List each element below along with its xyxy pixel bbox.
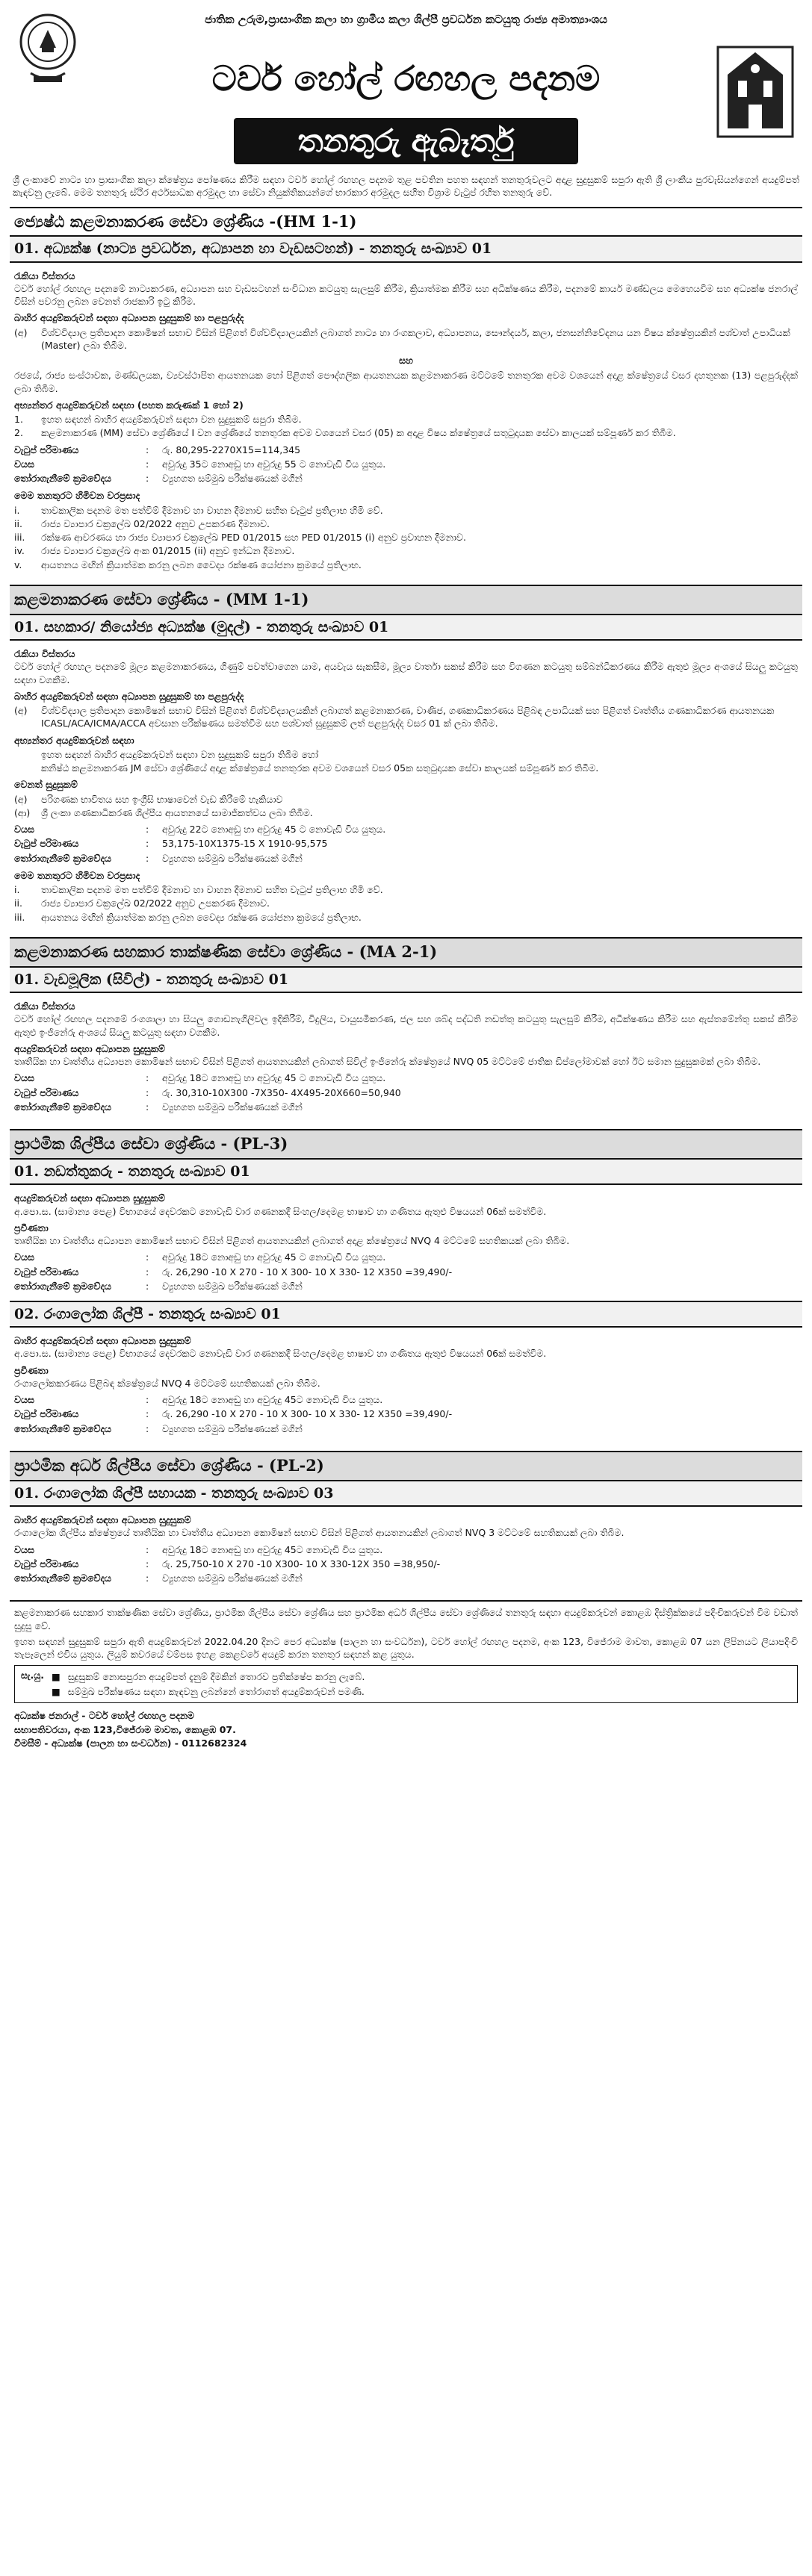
detail-key: තෝරාගැනීමේ ක්‍රමවේදය bbox=[14, 852, 112, 864]
header bbox=[10, 6, 802, 173]
details-row bbox=[14, 1407, 456, 1421]
item-marker: 2. bbox=[14, 427, 23, 439]
item-marker: (අ) bbox=[14, 793, 28, 805]
qualification-item bbox=[14, 748, 798, 761]
details-table bbox=[14, 1393, 456, 1436]
signature-line: සභාපතිවරයා, අංක 123,විජේරාම මාවත, කොළඹ 07. bbox=[14, 1723, 236, 1735]
detail-key: වයස bbox=[14, 1072, 34, 1084]
details-row bbox=[14, 1265, 456, 1279]
item-marker: (අ) bbox=[14, 326, 28, 338]
conditions-heading: මෙම තනතුරට හිමිවන වරප්‍රසාද bbox=[14, 869, 140, 881]
block-paragraph: තෘතීයික හා වෘත්තීය අධ්‍යාපන කොමිෂන් සභාව විසින් පිළිගත් ආයතනයකින් ලබාගත් සිවිල් ඉංජිනේරු ක්ෂේත්‍රයේ NVQ 05 මට්ටමේ ජාතික ඩිප්ලෝමාවක් හෝ ඊට සමාන සුදුසුකමක් ලබා තිබීම. bbox=[14, 1056, 761, 1068]
detail-key: වැටුප් පරිමාණය bbox=[14, 1558, 79, 1569]
item-marker: i. bbox=[14, 884, 20, 896]
detail-colon: : bbox=[146, 1280, 149, 1292]
section-title: ජ්‍යෙෂ්ඨ කළමනාකරණ සේවා ශ්‍රේණිය -(HM 1-1) bbox=[10, 207, 802, 236]
block-paragraph: රංගාලෝක ශිල්පීය ක්ෂේත්‍රයේ තෘතීයික හා වෘත්තීය අධ්‍යාපන කොමිෂන් සභාව විසින් පිළිගත් ආයතනයකින් ලබාගත් NVQ 3 මට්ටමේ සහතිකයක් ලබා තිබීම. bbox=[14, 1527, 625, 1539]
footer bbox=[10, 1600, 802, 1751]
conditions-list bbox=[14, 883, 798, 924]
block-heading: අයදුම්කරුවන් සඳහා අධ්‍යාපන සුදුසුකම් bbox=[14, 1192, 165, 1204]
post-title: 01. අධ්‍යක්ෂ (නාට්‍ය ප්‍රවර්ධන, අධ්‍යාපන හා වැඩසටහන්) - තනතුරු සංඛ්‍යාව 01 bbox=[10, 235, 802, 262]
detail-value: රු. 26,290 -10 X 270 - 10 X 300- 10 X 330- 12 X350 =39,490/- bbox=[162, 1408, 453, 1420]
organization-title: ටවර් හෝල් රඟහල පදනම bbox=[211, 58, 601, 99]
detail-colon: : bbox=[146, 473, 149, 485]
detail-value: ව්‍යුහගත සම්මුඛ පරීක්ෂණයක් මගින් bbox=[162, 473, 303, 485]
detail-value: රු. 26,290 -10 X 270 - 10 X 300- 10 X 330- 12 X350 =39,490/- bbox=[162, 1266, 453, 1278]
detail-key: වයස bbox=[14, 1543, 34, 1555]
detail-value: ව්‍යුහගත සම්මුඛ පරීක්ෂණයක් මගින් bbox=[162, 1101, 303, 1113]
block-heading: වෙනත් සුදුසුකම් bbox=[14, 779, 78, 791]
details-row bbox=[14, 1086, 406, 1100]
detail-colon: : bbox=[146, 1072, 149, 1084]
qualification-item bbox=[14, 704, 798, 730]
detail-colon: : bbox=[146, 852, 149, 864]
detail-colon: : bbox=[146, 1101, 149, 1113]
detail-value: අවුරුදු 18ට නොඅඩු හා අවුරුදු 45 ට නොවැඩි විය යුතුය. bbox=[162, 1251, 386, 1263]
item-text: ඉහත සඳහන් බාහිර අයදුම්කරුවන් සඳහා වන සුදුසුකම් සපුරා තිබීම හෝ bbox=[41, 748, 319, 760]
post-body bbox=[10, 1328, 802, 1443]
section-title: ප්‍රාථමික ශිල්පීය සේවා ශ්‍රේණිය - (PL-3) bbox=[10, 1129, 802, 1158]
detail-value: අවුරුදු 18ට නොඅඩු හා අවුරුදු 45ට නොවැඩි විය යුතුය. bbox=[162, 1543, 383, 1555]
detail-colon: : bbox=[146, 1086, 149, 1098]
details-table bbox=[14, 443, 390, 486]
condition-item bbox=[14, 911, 798, 924]
detail-value: අවුරුදු 18ට නොඅඩු හා අවුරුදු 45ට නොවැඩි විය යුතුය. bbox=[162, 1394, 383, 1406]
detail-key: වැටුප් පරිමාණය bbox=[14, 838, 79, 850]
signature-block bbox=[14, 1709, 798, 1751]
detail-value: රු. 30,310-10X300 -7X350- 4X495-20X660=50,940 bbox=[162, 1086, 401, 1098]
block-heading: බාහිර අයදුම්කරුවන් සඳහා අධ්‍යාපන සුදුසුකම් හා පළපුරුද්ද bbox=[14, 690, 244, 702]
ministry-name: ජාතික උරුම,ප්‍රාසාංගික කලා හා ග්‍රාමීය කලා ශිල්පී ප්‍රවර්ධන කටයුතු රාජ්‍ය අමාත්‍යාංශය bbox=[205, 13, 607, 26]
item-text: රාජ්‍ය ව්‍යාපාර චක්‍රලේඛ 02/2022 අනුව උපකරණ දීමනාව. bbox=[41, 517, 270, 529]
block-heading: ප්‍රවීණතා bbox=[14, 1364, 49, 1376]
detail-value: ව්‍යුහගත සම්මුඛ පරීක්ෂණයක් මගින් bbox=[162, 852, 303, 864]
detail-value: ව්‍යුහගත සම්මුඛ පරීක්ෂණයක් මගින් bbox=[162, 1280, 303, 1292]
details-row bbox=[14, 1543, 444, 1557]
condition-item bbox=[14, 883, 798, 896]
detail-colon: : bbox=[146, 824, 149, 836]
item-text: රාජ්‍ය ව්‍යාපාර චක්‍රලේඛ 02/2022 අනුව උපකරණ දීමනාව. bbox=[41, 897, 270, 909]
qualification-list bbox=[14, 748, 798, 775]
block-heading: අයදුම්කරුවන් සඳහා අධ්‍යාපන සුදුසුකම් bbox=[14, 1042, 165, 1054]
details-row bbox=[14, 1557, 444, 1571]
item-text: කළමනාකරණ (MM) සේවා ශ්‍රේණියේ I වන ශ්‍රේණියේ තනතුරක අවම වශයෙන් වසර (05) ක අදාළ විෂය ක්ෂේත්‍රයේ සතුටුදායක සේවා කාලයක් සම්පූර්ණ කර තිබීම. bbox=[41, 427, 676, 439]
detail-value: රු. 25,750-10 X 270 -10 X300- 10 X 330-12X 350 =38,950/- bbox=[162, 1558, 441, 1569]
qualification-item bbox=[14, 426, 798, 439]
details-row bbox=[14, 822, 390, 836]
detail-key: තෝරාගැනීමේ ක්‍රමවේදය bbox=[14, 1572, 112, 1584]
details-row bbox=[14, 1279, 456, 1293]
detail-key: තෝරාගැනීමේ ක්‍රමවේදය bbox=[14, 1422, 112, 1434]
block-heading: අභ්‍යන්තර අයදුම්කරුවන් සඳහා bbox=[14, 734, 134, 746]
note-item bbox=[52, 1670, 365, 1683]
item-marker: ii. bbox=[14, 897, 22, 909]
block-heading: රැකියා විස්තරය bbox=[14, 270, 75, 281]
qualification-item bbox=[14, 762, 798, 774]
details-row bbox=[14, 471, 390, 485]
block-heading: රැකියා විස්තරය bbox=[14, 648, 75, 660]
note-label: සැ.යු. bbox=[21, 1670, 44, 1681]
condition-item bbox=[14, 544, 798, 557]
qualification-list bbox=[14, 793, 798, 820]
section-title: කළමනාකරණ සේවා ශ්‍රේණිය - (MM 1-1) bbox=[10, 585, 802, 614]
details-row bbox=[14, 851, 390, 865]
detail-key: තෝරාගැනීමේ ක්‍රමවේදය bbox=[14, 1280, 112, 1292]
details-row bbox=[14, 1100, 406, 1114]
detail-colon: : bbox=[146, 1572, 149, 1584]
connector-word: සහ bbox=[399, 355, 413, 367]
block-paragraph: අ.පො.ස. (සාමාන්‍ය පෙළ) විභාගයේ දෙවරකට නොවැඩි වාර ගණනකදී සිංහල/දෙමළ භාෂාව හා ගණිතය ඇතුළු විෂයයන් 06ක් සමත්වීම. bbox=[14, 1205, 547, 1217]
block-paragraph: ටවර් හෝල් රඟහල පදනමේ රංගශාලා හා සියලු ගොඩනැගිලිවල ඉදිකිරීම්, විදුලිය, වායුසමීකරණ, ජල සහ ශබ්ද පද්ධති නඩත්තු කටයුතු සැලසුම් කිරීම, අධීක්ෂණය කිරීම සහ ඇස්තමේන්තු සකස් කිරීම ඇතුළු ඉංජිනේරු අංශයේ සියලු කටයුතු සඳහා වගකීම. bbox=[14, 1013, 798, 1038]
detail-key: වයස bbox=[14, 1251, 34, 1263]
signature-line: විමසීම් - අධ්‍යක්ෂ (පාලන හා සංවර්ධන) - 0112682324 bbox=[14, 1737, 247, 1749]
note-item bbox=[52, 1685, 365, 1698]
detail-value: අවුරුදු 35ට නොඅඩු හා අවුරුදු 55 ට නොවැඩි විය යුතුය. bbox=[162, 458, 386, 470]
qualification-item bbox=[14, 413, 798, 426]
qualification-item bbox=[14, 793, 798, 806]
detail-value: අවුරුදු 18ට නොඅඩු හා අවුරුදු 45 ට නොවැඩි විය යුතුය. bbox=[162, 1072, 386, 1084]
block-paragraph: රජයේ, රාජ්‍ය සංස්ථාවක, මණ්ඩලයක, ව්‍යවස්ථාපිත ආයතනයක හෝ පිළිගත් පෞද්ගලික ආයතනයක කළමනාකරණ මට්ටමේ තනතුරක අවම වශයෙන් අදාළ ක්ෂේත්‍රයේ වසර දහතුනක (13) පළපුරුද්දක් ලබා තිබීම. bbox=[14, 370, 798, 394]
block-paragraph: රංගාලෝකකරණය පිළිබඳ ක්ෂේත්‍රයේ NVQ 4 මට්ටමේ සහතිකයක් ලබා තිබීම. bbox=[14, 1377, 320, 1389]
item-marker: iv. bbox=[14, 545, 25, 557]
details-row bbox=[14, 1422, 456, 1436]
item-marker bbox=[14, 748, 34, 761]
detail-key: වැටුප් පරිමාණය bbox=[14, 444, 79, 455]
post-body bbox=[10, 641, 802, 930]
footer-paragraph-1: කළමනාකරණ සහකාර තාක්ෂණික සේවා ශ්‍රේණිය, ප්‍රාථමික ශිල්පීය සේවා ශ්‍රේණිය සහ ප්‍රාථමික අර්ධ ශිල්පීය සේවා ශ්‍රේණියේ තනතුරු සඳහා අයදුම්කරුවන් කොළඹ දිස්ත්‍රික්කයේ පදිංචිකරුවන් වීම වඩාත් සුදුසු වේ. bbox=[14, 1607, 798, 1631]
block-heading: බාහිර අයදුම්කරුවන් සඳහා අධ්‍යාපන සුදුසුකම් bbox=[14, 1335, 191, 1347]
block-paragraph: තෘතීයික හා වෘත්තීය අධ්‍යාපන කොමිෂන් සභාව විසින් පිළිගත් ආයතනයකින් ලබාගත් අදාළ ක්ෂේත්‍රයේ NVQ 4 මට්ටමේ සහතිකයක් ලබා තිබීම. bbox=[14, 1235, 570, 1246]
item-marker: ii. bbox=[14, 517, 22, 529]
detail-key: වයස bbox=[14, 1394, 34, 1406]
item-marker: (අ) bbox=[14, 705, 28, 717]
section-title: ප්‍රාථමික අර්ධ ශිල්පීය සේවා ශ්‍රේණිය - (PL-2) bbox=[10, 1451, 802, 1480]
qualification-item bbox=[14, 806, 798, 819]
block-paragraph: ටවර් හෝල් රඟහල පදනමේ මූල්‍ය කළමනාකරණය, ගිණුම් පවත්වාගෙන යාම, අයවැය සැකසීම, මූල්‍ය වාර්තා සකස් කිරීම සහ විගණන කටයුතු සම්බන්ධීකරණය කිරීම ඇතුළු මූල්‍ය අංශයේ සියලු කටයුතු සඳහා වගකීම. bbox=[14, 661, 798, 685]
block-heading: ප්‍රවීණතා bbox=[14, 1222, 49, 1233]
condition-item bbox=[14, 531, 798, 544]
detail-value: අවුරුදු 22ට නොඅඩු හා අවුරුදු 45 ට නොවැඩි විය යුතුය. bbox=[162, 824, 386, 836]
condition-item bbox=[14, 559, 798, 571]
post-title: 01. සහකාර/ නියෝජ්‍ය අධ්‍යක්ෂ (මුදල්) - තනතුරු සංඛ්‍යාව 01 bbox=[10, 614, 802, 641]
item-marker: (ආ) bbox=[14, 806, 31, 818]
detail-key: තෝරාගැනීමේ ක්‍රමවේදය bbox=[14, 473, 112, 485]
details-table bbox=[14, 1543, 444, 1586]
block-heading: අභ්‍යන්තර අයදුම්කරුවන් සඳහා (පහත කරුණක් 1 හෝ 2) bbox=[14, 399, 244, 411]
item-marker: iii. bbox=[14, 532, 25, 544]
item-text: රාජ්‍ය ව්‍යාපාර චක්‍රලේඛ අංක 01/2015 (ii) අනුව ඉන්ධන දීමනාව. bbox=[41, 545, 295, 557]
note-text: සම්මුඛ පරීක්ෂණය සඳහා කැඳවනු ලබන්නේ තෝරාගත් අයදුම්කරුවන් පමණි. bbox=[67, 1685, 365, 1697]
item-text: පරිගණක භාවිතය සහ ඉංග්‍රීසි භාෂාවෙන් වැඩ කිරීමේ හැකියාව bbox=[41, 793, 283, 805]
post-body bbox=[10, 1507, 802, 1593]
detail-colon: : bbox=[146, 838, 149, 850]
tower-hall-logo-icon bbox=[716, 45, 795, 139]
conditions-list bbox=[14, 504, 798, 571]
details-row bbox=[14, 1250, 456, 1264]
post-title: 01. රංගාලෝක ශිල්පී සහායක - තනතුරු සංඛ්‍යාව 03 bbox=[10, 1480, 802, 1507]
detail-colon: : bbox=[146, 1266, 149, 1278]
post-body bbox=[10, 1185, 802, 1301]
condition-item bbox=[14, 504, 798, 517]
condition-item bbox=[14, 517, 798, 530]
details-table bbox=[14, 1071, 406, 1114]
details-row bbox=[14, 457, 390, 471]
bullet-icon: ■ bbox=[51, 1671, 61, 1683]
conditions-heading: මෙම තනතුරට හිමිවන වරප්‍රසාද bbox=[14, 490, 140, 502]
bullet-icon: ■ bbox=[51, 1685, 61, 1697]
detail-value: 53,175-10X1375-15 X 1910-95,575 bbox=[162, 838, 328, 850]
note-text: සුදුසුකම් නොසපුරන අයදුම්පත් දැනුම් දීමකින් තොරව ප්‍රතික්ෂේප කරනු ලැබේ. bbox=[67, 1671, 365, 1683]
detail-key: වයස bbox=[14, 824, 34, 836]
detail-value: ව්‍යුහගත සම්මුඛ පරීක්ෂණයක් මගින් bbox=[162, 1572, 303, 1584]
item-marker: iii. bbox=[14, 911, 25, 923]
item-text: කනිෂ්ඨ කළමනාකරණ JM සේවා ශ්‍රේණියේ අදාළ ක්ෂේත්‍රයේ තනතුරක අවම වශයෙන් වසර 05ක සතුටුදායක සේවා කාලයක් සම්පූර්ණ කර තිබීම. bbox=[41, 762, 599, 774]
item-text: විශ්වවිද්‍යාල ප්‍රතිපාදන කොමිෂන් සභාව විසින් පිළිගත් විශ්වවිද්‍යාලයකින් ලබාගත් කළමනාකරණ, වාණිජ, ගණකාධිකරණය පිළිබඳ උපාධියක් සහ පිළිගත් වෘත්තීය ගණකාධිකරණ ආයතනයක ICASL/ACA/ICMA/ACCA අවසාන පරීක්ෂණය සමත්වීම සහ පශ්චාත් සුදුසුකම් ලත් පළපුරුද්ද වසර 01 ක් ලබා තිබීම. bbox=[41, 705, 775, 729]
footer-paragraph-2: ඉහත සඳහන් සුදුසුකම් සපුරා ඇති අයදුම්කරුවන් 2022.04.20 දිනට පෙර අධ්‍යක්ෂ (පාලන හා සංවර්ධන), ටවර් හෝල් රඟහල පදනම, අංක 123, විජේරාම මාවත, කොළඹ 07 යන ලිපිනයට ලියාපදිංචි තැපෑලෙන් එවිය යුතුය. ලියුම් කවරයේ වම්පස ඉහළ කෙළවරේ අයදුම් කරන තනතුර සඳහන් කළ යුතුය. bbox=[14, 1635, 798, 1661]
detail-colon: : bbox=[146, 1558, 149, 1569]
post-title: 01. වැඩමූලික (සිවිල්) - තනතුරු සංඛ්‍යාව 01 bbox=[10, 966, 802, 993]
post-body bbox=[10, 263, 802, 577]
item-text: තාවකාලික පදනම මත පත්වීම් දීමනාව හා වාහන දීමනාව සහිත වැටුප් ප්‍රතිලාභ හිමි වේ. bbox=[41, 504, 383, 516]
detail-value: ව්‍යුහගත සම්මුඛ පරීක්ෂණයක් මගින් bbox=[162, 1422, 303, 1434]
item-text: ආයතනය මඟින් ක්‍රියාත්මක කරනු ලබන වෛද්‍ය රක්ෂණ යෝජනා ක්‍රමයේ ප්‍රතිලාභ. bbox=[41, 559, 362, 570]
detail-colon: : bbox=[146, 1251, 149, 1263]
details-row bbox=[14, 443, 390, 457]
item-text: තාවකාලික පදනම මත පත්වීම් දීමනාව හා වාහන දීමනාව සහිත වැටුප් ප්‍රතිලාභ හිමි වේ. bbox=[41, 884, 383, 896]
details-table bbox=[14, 822, 390, 865]
block-heading: බාහිර අයදුම්කරුවන් සඳහා අධ්‍යාපන සුදුසුකම් හා පළපුරුද්ද bbox=[14, 312, 244, 324]
note-box bbox=[14, 1665, 798, 1703]
item-text: ආයතනය මඟින් ක්‍රියාත්මක කරනු ලබන වෛද්‍ය රක්ෂණ යෝජනා ක්‍රමයේ ප්‍රතිලාභ. bbox=[41, 911, 362, 923]
qualification-list bbox=[14, 326, 798, 352]
details-row bbox=[14, 1393, 456, 1407]
detail-colon: : bbox=[146, 1408, 149, 1420]
qualification-list bbox=[14, 413, 798, 440]
details-table bbox=[14, 1250, 456, 1293]
condition-item bbox=[14, 897, 798, 909]
qualification-list bbox=[14, 704, 798, 730]
detail-key: වයස bbox=[14, 458, 34, 470]
details-row bbox=[14, 1071, 406, 1085]
advertisement-page bbox=[10, 6, 802, 2564]
item-text: රක්ෂණ ආවරණය හා රාජ්‍ය ව්‍යාපාර චක්‍රලේඛ PED 01/2015 සහ PED 01/2015 (i) අනුව ප්‍රවාහන දීමනාව. bbox=[41, 532, 466, 544]
sections bbox=[10, 207, 802, 1593]
block-paragraph: ටවර් හෝල් රඟහල පදනමේ නාට්‍යකරණ, අධ්‍යාපන සහ වැඩසටහන් සංවිධාන කටයුතු සැලසුම් කිරීම, ක්‍රියාත්මක කිරීම සහ අධීක්ෂණය කිරීම, පදනමේ කාර්ය මණ්ඩලය මෙහෙයවීම සහ අධ්‍යක්ෂ ජනරාල් විසින් පවරනු ලබන වෙනත් රාජකාරි ඉටු කිරීම. bbox=[14, 282, 798, 308]
detail-colon: : bbox=[146, 1394, 149, 1406]
details-row bbox=[14, 836, 390, 850]
item-text: විශ්වවිද්‍යාල ප්‍රතිපාදන කොමිෂන් සභාව විසින් පිළිගත් විශ්වවිද්‍යාලයකින් ලබාගත් නාට්‍ය හා රංගකලාව, අධ්‍යාපනය, සෞන්දර්ය, කලා, ජනසන්නිවේදනය යන විෂය ක්ෂේත්‍රයකින් පශ්චාත් උපාධියක් (Master) ලබා තිබීම. bbox=[41, 326, 790, 351]
detail-colon: : bbox=[146, 1422, 149, 1434]
block-paragraph: අ.පො.ස. (සාමාන්‍ය පෙළ) විභාගයේ දෙවරකට නොවැඩි වාර ගණනකදී සිංහල/දෙමළ භාෂාව හා ගණිතය ඇතුළු විෂයයන් 06ක් සමත්වීම. bbox=[14, 1348, 547, 1360]
item-text: ඉහත සඳහන් බාහිර අයදුම්කරුවන් සඳහා වන සුදුසුකම් සපුරා තිබීම. bbox=[41, 414, 302, 426]
item-marker: i. bbox=[14, 504, 20, 516]
signature-line: අධ්‍යක්ෂ ජනරාල් - ටවර් හෝල් රඟහල පදනම bbox=[14, 1709, 195, 1721]
item-marker: 1. bbox=[14, 414, 23, 426]
post-body bbox=[10, 993, 802, 1121]
section-title: කළමනාකරණ සහකාර තාක්ෂණික සේවා ශ්‍රේණිය - (MA 2-1) bbox=[10, 937, 802, 966]
detail-colon: : bbox=[146, 1543, 149, 1555]
post-title: 02. රංගාලෝක ශිල්පී - තනතුරු සංඛ්‍යාව 01 bbox=[10, 1301, 802, 1328]
intro-paragraph: ශ්‍රී ලංකාවේ නාට්‍ය හා ප්‍රාසාංගික කලා ක්ෂේත්‍රය පෝෂණය කිරීම සඳහා ටවර් හෝල් රඟහල පදනම තුළ පවතින පහත සඳහන් තනතුරුවලට අදාළ සුදුසුකම් සපුරා ඇති ශ්‍රී ලාංකීය පුරවැසියන්ගෙන් අයදුම්පත් කැඳවනු ලැබේ. මෙම තනතුරු ස්ථිර අර්ථසාධක අරමුදල හා සේවා නියුක්තිකයන්ගේ භාරකාර අරමුදල සහිත විශ්‍රාම වැටුප් රහිත තනතුරු වේ. bbox=[13, 174, 799, 199]
detail-key: වැටුප් පරිමාණය bbox=[14, 1266, 79, 1278]
detail-colon: : bbox=[146, 444, 149, 455]
item-marker bbox=[14, 762, 34, 774]
detail-key: වැටුප් පරිමාණය bbox=[14, 1408, 79, 1420]
detail-key: තෝරාගැනීමේ ක්‍රමවේදය bbox=[14, 1101, 112, 1113]
item-text: ශ්‍රී ලංකා ගණකාධිකරණ ශිල්පීය ආයතනයේ සාමාජිකත්වය ලබා තිබීම. bbox=[41, 806, 313, 818]
block-heading: බාහිර අයදුම්කරුවන් සඳහා අධ්‍යාපන සුදුසුකම් bbox=[14, 1514, 191, 1526]
detail-value: රු. 80,295-2270X15=114,345 bbox=[162, 444, 301, 455]
vacancies-banner: තනතුරු ඇබෑර්තු bbox=[234, 118, 578, 164]
block-heading: රැකියා විස්තරය bbox=[14, 1001, 75, 1012]
qualification-item bbox=[14, 326, 798, 352]
post-title: 01. නඩත්තුකරු - තනතුරු සංඛ්‍යාව 01 bbox=[10, 1158, 802, 1185]
detail-colon: : bbox=[146, 458, 149, 470]
item-marker: v. bbox=[14, 559, 22, 570]
details-row bbox=[14, 1571, 444, 1585]
detail-key: වැටුප් පරිමාණය bbox=[14, 1086, 79, 1098]
